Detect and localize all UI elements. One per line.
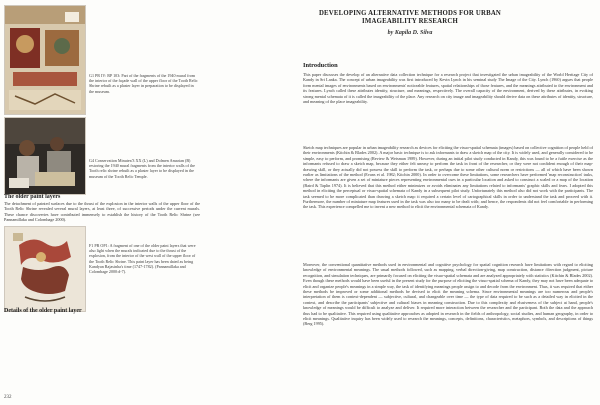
- figure-caption-2: G4 Conservation Minutes/3 XX (L) and Dolmen Amarian (B) restoring the 1940 mural fragments from the interior walls of the Tooth relic shrine rebuilt as a plaster layer to be displayed in the museum of the Tooth Relic Temple.: [89, 158, 195, 179]
- heading-older-paint-details: Details of the older paint layer: [4, 308, 82, 314]
- heading-older-paint-layers: The older paint layers: [4, 194, 61, 200]
- figure-mural-fragment: [4, 5, 86, 115]
- intro-paragraph-1: This paper discusses the develop of an alternative data collection technique for a research project that investigated the urban imageability of the World Heritage City of Kandy in Sri Lanka. The concept of urban imageability was first introduced by Kevin Lynch in his seminal study The Image of the City. Lynch (1960) argues that people form mental images of environments based on environments' noticeable features, spatial relationships of those features, and the meanings attributed to the environment and its features. Lynch called these attributes identity, structure, and meanings, respectively. The overall capacity of the environment, derived by these attributes, in evoking strong mental schemata of it is called the imageability of the place. Any research on city image and imageability should derive data on these attributes of identity, structure, and meaning of the place imageability.: [303, 72, 593, 105]
- intro-paragraph-2: Sketch map techniques are popular in urban imageability research as devices for eliciting the visuo-spatial schemata (images) based on collective cognition of people held of their environments (Kitchin & Blades 2002). A major basic technique is to ask informants to draw a sketch map of the city. It is widely used, and generally considered to be simple, easy to perform, and promising (Review & Weisman 1989). However, during an initial pilot study conducted in Kandy, this was found to be a futile exercise as the informants refused to draw a sketch map, because they either felt uneasy to perform the task in front of the researcher, or they were not confident enough of their map-drawing skill, or they actually did not possess the skill to perform the task, or perhaps due to some other cultural norm or restrictions — all of which have been shown earlier as limitations of the method (Evans et al. 1982; Kitchin 2000). In order to overcome these limitations, some researchers have performed 'map reconstruction' tasks, where the informants are given a set of miniature pieces representing environmental cues in a particular location and asked to construct a scaled or a map of the location (Baird & Taplin 1974). It is believed that this method either minimizes or avoids eliminates any limitations related to informants' graphic skills and fears. I adopted this method in eliciting the perceptual or visuo-spatial schemata of Kandy in a subsequent pilot study. Unfortunately this method also did not work with the participants. The task seemed to be more complicated than drawing a sketch map: it required a certain level of cartographical skills in order to understand the task and proceed with it. Furthermore, the number of miniature map features used in the task was also too many to be dealt with; and hence, the respondents did not feel comfortable in performing the task. This experience compelled me to invent a new method to elicit the environmental schemata of Kandy.: [303, 145, 593, 210]
- figure-caption-3: F1 PR OP1: A fragment of one of the older paint layers that were also light when the murals indicated due to the thrust of the explosion, from the interior of the west wall of the upper floor of the Tooth Relic Shrine. This paint layer has been dated as being Kandyan Rajasinha's time (1747-1782). (Pannamillaka and Colombage 2000:d-7).: [89, 243, 196, 275]
- paper-title: DEVELOPING ALTERNATIVE METHODS FOR URBAN IMAGEABILITY RESEARCH: [318, 10, 502, 26]
- page-number: 232: [4, 395, 12, 400]
- paint-layer-photo-icon: [5, 227, 85, 311]
- figure-caption-1: G1 PR IV: RP 103: Part of the fragments of the 1940 mural from the interior of the façade wall of the upper floor of the Tooth Relic Shrine rebuilt as a plaster layer in preparation to be displayed in the museum.: [89, 73, 198, 94]
- heading-introduction: Introduction: [303, 62, 338, 69]
- figure-paint-layer: [4, 226, 86, 312]
- conservators-photo-icon: [5, 118, 85, 194]
- figure-conservation: [4, 117, 86, 195]
- intro-paragraph-3: Moreover, the conventional quantitative methods used in environmental and cognitive psychology for spatial cognition research have limitations with regard to eliciting knowledge of environmental meanings. The usual methods followed, such as mapping, verbal direction-giving, map construction, distance /direction judgment, picture recognition, and simulation techniques, are primarily focused on eliciting the visuo-spatial schemata and are analyzed appropriately with statistics (Kitchin & Blades 2002). Even though these methods would have been useful in the present study for the purpose of eliciting the visuo-spatial schema of Kandy, they may not have been adequate to elicit and organize people's meanings in a simple way, the task of identifying meanings people assign to and decode from the environment. Thus, it was required that either these methods be improved or some additional methods be devised to elicit the meaning schema. Since environmental meanings are too numerous and people's interpretation of them is context-dependent — subjective, cultural, and changeable over time — the type of data required to be such as a detailed way in elicited in the context, and describe the participants' subjective and cultural biases in meaning construction. Due to this complexity and elusiveness of the subject at hand, people's knowledge of meanings would be difficult to analyze and deliver. It required more interaction between the researcher and the participant. Both the data and the approach thus had to be qualitative. This required using qualitative approaches as adopted in research in the fields of anthropology, social studies, and human geography, in order to elicit meanings. Qualitative inquiry has been widely used to research the meanings, concepts, definitions, characteristics, metaphors, symbols, and descriptions of things (Berg 1995).: [303, 262, 593, 327]
- mural-photo-icon: [5, 6, 85, 114]
- paper-author: by Kapila D. Silva: [387, 30, 433, 36]
- paragraph-older-paint-layers: The detachment of painted surfaces due to the thrust of the explosion in the interior walls of the upper floor of the Tooth Relic Shrine revealed several mural layers, at least three, of successive periods under the current murals. These chance discoveries have contributed immensely to establish the history of the Tooth Relic Shrine (see Pannamillaka and Colombage 2000).: [4, 201, 200, 223]
